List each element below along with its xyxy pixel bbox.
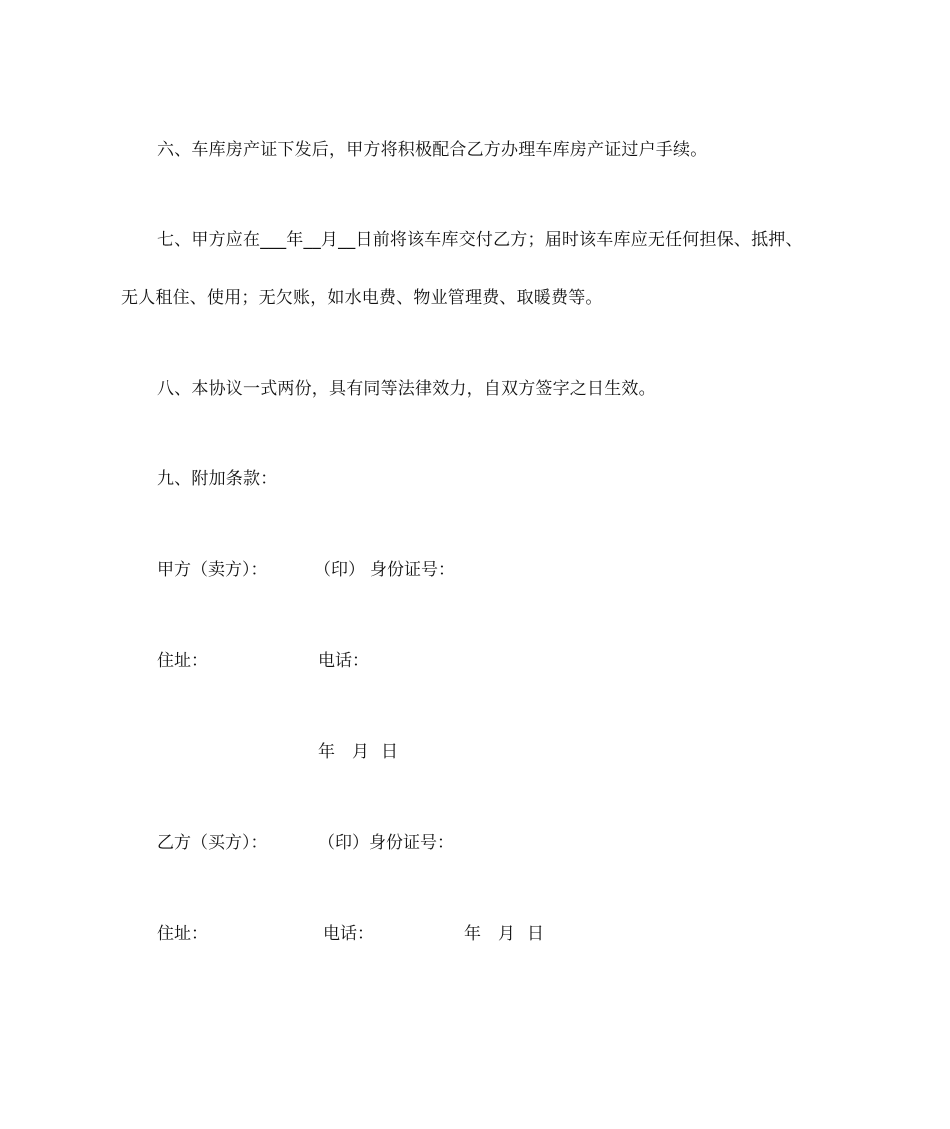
party-a-phone-label: 电话： xyxy=(318,651,369,671)
party-a-seal: （印） xyxy=(314,560,365,580)
clause-seven-line-1: 七、甲方应在___年__月__日前将该车库交付乙方；届时该车库应无任何担保、抵押、 xyxy=(157,230,803,250)
party-b-date-month: 月 xyxy=(498,924,515,944)
party-b-phone-label: 电话： xyxy=(323,924,374,944)
party-b-label: 乙方（买方）： xyxy=(157,833,268,853)
party-a-date-month: 月 xyxy=(352,742,369,762)
party-b-date-day: 日 xyxy=(527,924,544,944)
party-a-address-label: 住址： xyxy=(157,651,208,671)
party-a-date-year: 年 xyxy=(318,742,335,762)
clause-nine: 九、附加条款： xyxy=(157,469,278,489)
party-b-date-year: 年 xyxy=(464,924,481,944)
clause-eight: 八、本协议一式两份，具有同等法律效力，自双方签字之日生效。 xyxy=(157,379,656,399)
party-a-date-day: 日 xyxy=(381,742,398,762)
clause-six: 六、车库房产证下发后，甲方将积极配合乙方办理车库房产证过户手续。 xyxy=(157,140,708,160)
party-b-seal-id: （印）身份证号： xyxy=(318,833,454,853)
party-b-address-label: 住址： xyxy=(157,924,208,944)
party-a-id-label: 身份证号： xyxy=(370,560,455,580)
clause-seven-line-2: 无人租住、使用；无欠账，如水电费、物业管理费、取暖费等。 xyxy=(121,288,603,308)
party-a-label: 甲方（卖方）： xyxy=(157,560,268,580)
